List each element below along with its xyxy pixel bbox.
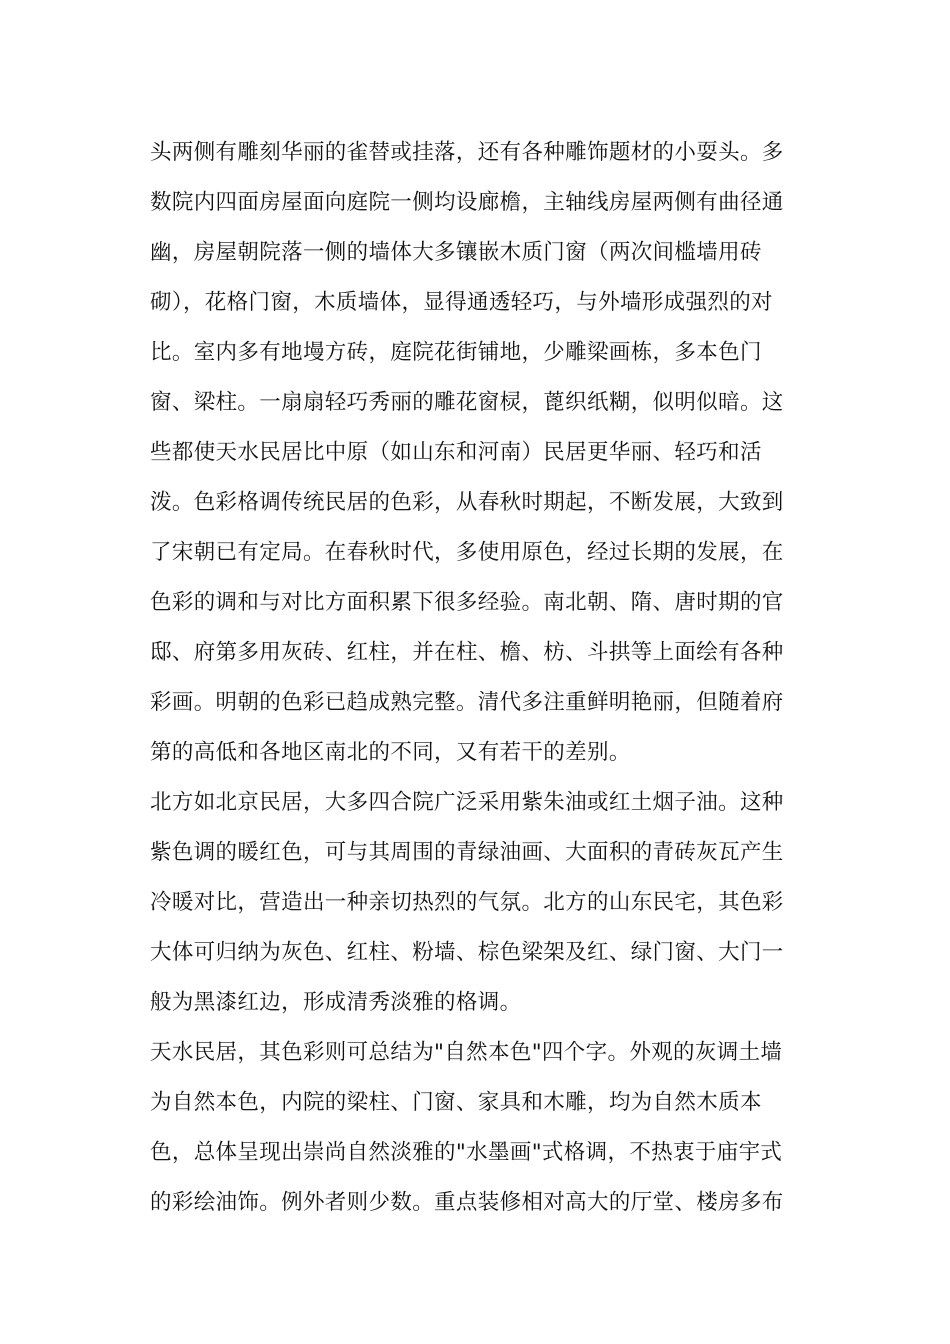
text-line: 彩画。明朝的色彩已趋成熟完整。清代多注重鲜明艳丽，但随着府	[150, 690, 784, 715]
text-line: 为自然本色，内院的梁柱、门窗、家具和木雕，均为自然木质本	[150, 1090, 762, 1115]
paragraph-1	[150, 128, 802, 778]
text-line: 砌），花格门窗，木质墙体，显得通透轻巧，与外墙形成强烈的对	[150, 290, 773, 315]
text-line: 的彩绘油饰。例外者则少数。重点装修相对高大的厅堂、楼房多布	[150, 1190, 784, 1215]
text-line: 了宋朝已有定局。在春秋时代，多使用原色，经过长期的发展，在	[150, 540, 784, 565]
text-line: 头两侧有雕刻华丽的雀替或挂落，还有各种雕饰题材的小耍头。多	[150, 140, 784, 165]
paragraph-3	[150, 1028, 802, 1228]
text-line: 邸、府第多用灰砖、红柱，并在柱、檐、枋、斗拱等上面绘有各种	[150, 640, 784, 665]
text-line: 色彩的调和与对比方面积累下很多经验。南北朝、隋、唐时期的官	[150, 590, 784, 615]
text-line: 大体可归纳为灰色、红柱、粉墙、棕色梁架及红、绿门窗、大门一	[150, 940, 784, 965]
document-body	[150, 128, 802, 1228]
text-line: 紫色调的暖红色，可与其周围的青绿油画、大面积的青砖灰瓦产生	[150, 840, 784, 865]
text-line: 幽，房屋朝院落一侧的墙体大多镶嵌木质门窗（两次间槛墙用砖	[150, 240, 762, 265]
text-line: 窗、梁柱。一扇扇轻巧秀丽的雕花窗棂，蓖织纸糊，似明似暗。这	[150, 390, 784, 415]
text-line: 天水民居，其色彩则可总结为"自然本色"四个字。外观的灰调土墙	[150, 1040, 783, 1065]
text-line: 色，总体呈现出崇尚自然淡雅的"水墨画"式格调，不热衷于庙宇式	[150, 1140, 783, 1165]
text-line: 北方如北京民居，大多四合院广泛采用紫朱油或红土烟子油。这种	[150, 790, 784, 815]
text-line: 冷暖对比，营造出一种亲切热烈的气氛。北方的山东民宅，其色彩	[150, 890, 784, 915]
text-line: 般为黑漆红边，形成清秀淡雅的格调。	[150, 990, 522, 1015]
text-line: 些都使天水民居比中原（如山东和河南）民居更华丽、轻巧和活	[150, 440, 762, 465]
text-line: 数院内四面房屋面向庭院一侧均设廊檐，主轴线房屋两侧有曲径通	[150, 190, 784, 215]
text-line: 泼。色彩格调传统民居的色彩，从春秋时期起，不断发展，大致到	[150, 490, 784, 515]
text-line: 比。室内多有地墁方砖，庭院花街铺地，少雕梁画栋，多本色门	[150, 340, 762, 365]
text-line: 第的高低和各地区南北的不同，又有若干的差别。	[150, 740, 631, 765]
paragraph-2	[150, 778, 802, 1028]
